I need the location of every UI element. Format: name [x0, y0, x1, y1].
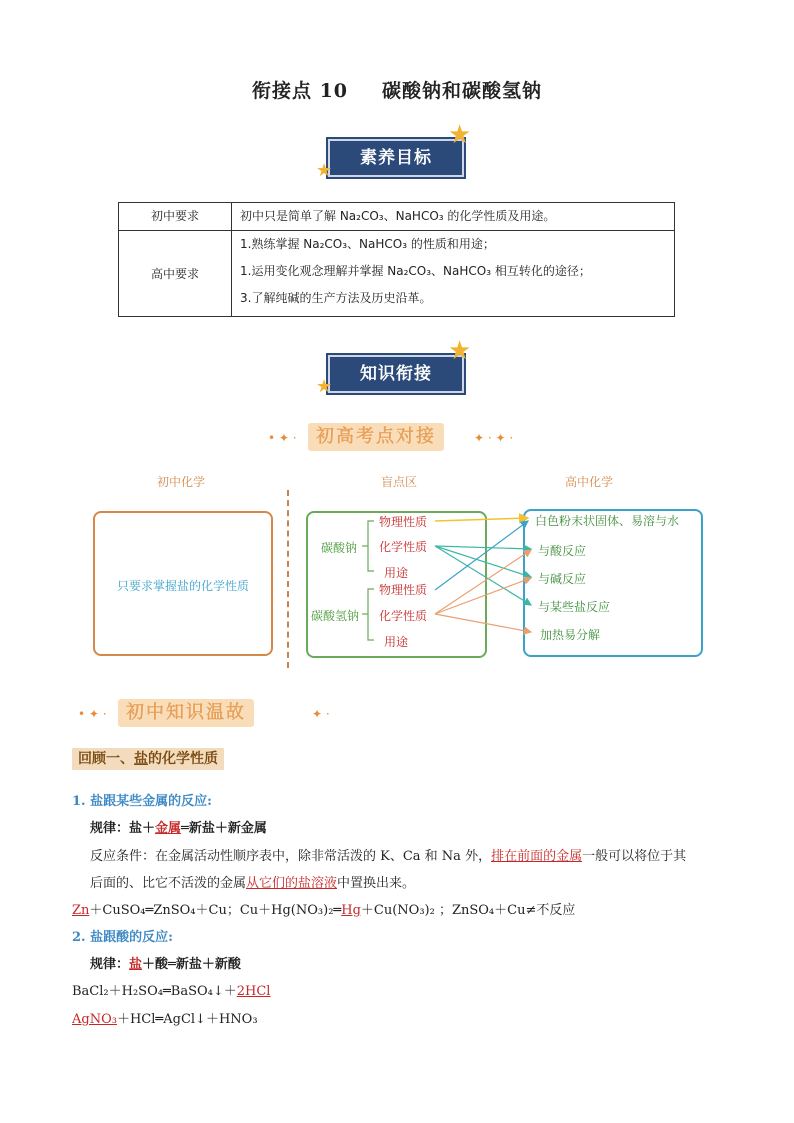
star-icon: ★: [316, 160, 333, 181]
text-underlined: AgNO₃: [72, 1012, 117, 1027]
sparkle-icon: ✦ · ✦ ·: [474, 431, 514, 445]
column-senior: 高中化学: [565, 475, 614, 489]
senior-item: 加热易分解: [540, 628, 601, 642]
sodium-carbonate-label: 碳酸钠: [321, 541, 358, 555]
text: ＋HCl═AgCl↓＋HNO₃: [116, 1012, 258, 1027]
requirement-key-senior: 高中要求: [119, 231, 232, 317]
sodium-bicarbonate-label: 碳酸氢钠: [311, 609, 360, 623]
senior-item: 与酸反应: [538, 544, 587, 558]
text-underlined: 2HCl: [236, 984, 271, 999]
text-underlined: Zn: [72, 903, 90, 918]
rule-rest: ═新盐＋新金属: [181, 821, 267, 836]
ribbon-exam-points-label: 初高考点对接: [316, 426, 436, 447]
rule-underlined: 盐: [129, 957, 143, 972]
text-underlined: 排在前面的金属: [491, 849, 583, 864]
star-icon: ★: [448, 120, 472, 150]
prop-use: 用途: [384, 635, 409, 649]
section-review-one: [72, 748, 224, 770]
arrow: [435, 614, 531, 632]
prop-physical: 物理性质: [379, 583, 428, 597]
arrow: [435, 546, 531, 549]
requirement-text-junior: 初中只是简单了解 Na₂CO₃、NaHCO₃ 的化学性质及用途。: [232, 203, 675, 231]
prop-chemical: 化学性质: [379, 609, 428, 623]
sparkle-icon: • ✦ ·: [268, 431, 297, 445]
arrow: [435, 546, 531, 577]
sparkle-icon: ✦ ·: [312, 707, 330, 721]
text-underlined: 从它们的盐溶液: [246, 876, 338, 891]
condition-line-1: [90, 845, 686, 864]
section-label-underlined: 盐: [134, 751, 148, 767]
column-junior: 初中化学: [157, 475, 206, 489]
section-label-rest: 的化学性质: [148, 751, 218, 767]
prop-chemical: 化学性质: [379, 540, 428, 554]
requirement-key-junior: 初中要求: [119, 203, 232, 231]
rule-rest: ＋酸═新盐＋新酸: [142, 957, 241, 972]
condition-line-2: [90, 872, 415, 891]
title-topic: 碳酸钠和碳酸氢钠: [382, 80, 543, 102]
text: 中置换出来。: [337, 876, 416, 891]
star-icon: ★: [448, 336, 472, 366]
rule-salt-metal: [90, 817, 267, 836]
rule-prefix: 规律：盐＋: [90, 821, 156, 836]
equation-1: [72, 899, 575, 918]
junior-box-text: 只要求掌握盐的化学性质: [116, 579, 249, 593]
text-underlined: Hg: [341, 903, 361, 918]
ribbon-junior-review-label: 初中知识温故: [126, 702, 246, 723]
heading-salt-acid: 2. 盐跟酸的反应:: [72, 930, 173, 945]
text: 后面的、比它不活泼的金属: [90, 876, 247, 891]
requirement-line: 1.熟练掌握 Na₂CO₃、NaHCO₃ 的性质和用途；: [240, 237, 495, 251]
bracket: [368, 589, 374, 640]
arrow: [435, 521, 528, 590]
prop-physical: 物理性质: [379, 515, 428, 529]
equation-3: [72, 1008, 258, 1027]
senior-item: 白色粉末状固体、易溶与水: [535, 514, 680, 528]
text: ＋Cu(NO₃)₂ ；ZnSO₄＋Cu≠不反应: [360, 903, 576, 918]
sparkle-icon: • ✦ ·: [78, 707, 107, 721]
text: ＋CuSO₄═ZnSO₄＋Cu；Cu＋Hg(NO₃)₂═: [89, 903, 342, 918]
heading-salt-metal: 1. 盐跟某些金属的反应:: [72, 794, 212, 809]
rule-underlined: 金属: [155, 821, 182, 836]
equation-2: [72, 980, 270, 999]
badge-knowledge-link-label: 知识衔接: [360, 364, 432, 384]
requirement-line: 3.了解纯碱的生产方法及历史沿革。: [240, 291, 432, 305]
senior-item: 与碱反应: [538, 572, 587, 586]
section-label: 回顾一、: [78, 751, 134, 767]
text: BaCl₂＋H₂SO₄═BaSO₄↓＋: [72, 984, 237, 999]
rule-salt-acid: [90, 953, 241, 972]
badge-literacy-goals-label: 素养目标: [360, 148, 432, 168]
column-blind-spot: 盲点区: [381, 475, 418, 489]
title-number: 衔接点 10: [251, 80, 349, 102]
rule-prefix: 规律：: [90, 957, 130, 972]
star-icon: ★: [316, 376, 333, 397]
arrow-physical-to-solid: [435, 518, 528, 521]
requirement-line: 1.运用变化观念理解并掌握 Na₂CO₃、NaHCO₃ 相互转化的途径；: [240, 264, 591, 278]
prop-use: 用途: [384, 566, 409, 580]
senior-item: 与某些盐反应: [538, 600, 611, 614]
bracket: [368, 521, 374, 571]
ribbon-junior-review: [78, 697, 358, 729]
text: 反应条件：在金属活动性顺序表中，除非常活泼的 K、Ca 和 Na 外，: [90, 849, 492, 864]
arrow: [435, 550, 531, 614]
text: 一般可以将位于其: [582, 849, 687, 864]
